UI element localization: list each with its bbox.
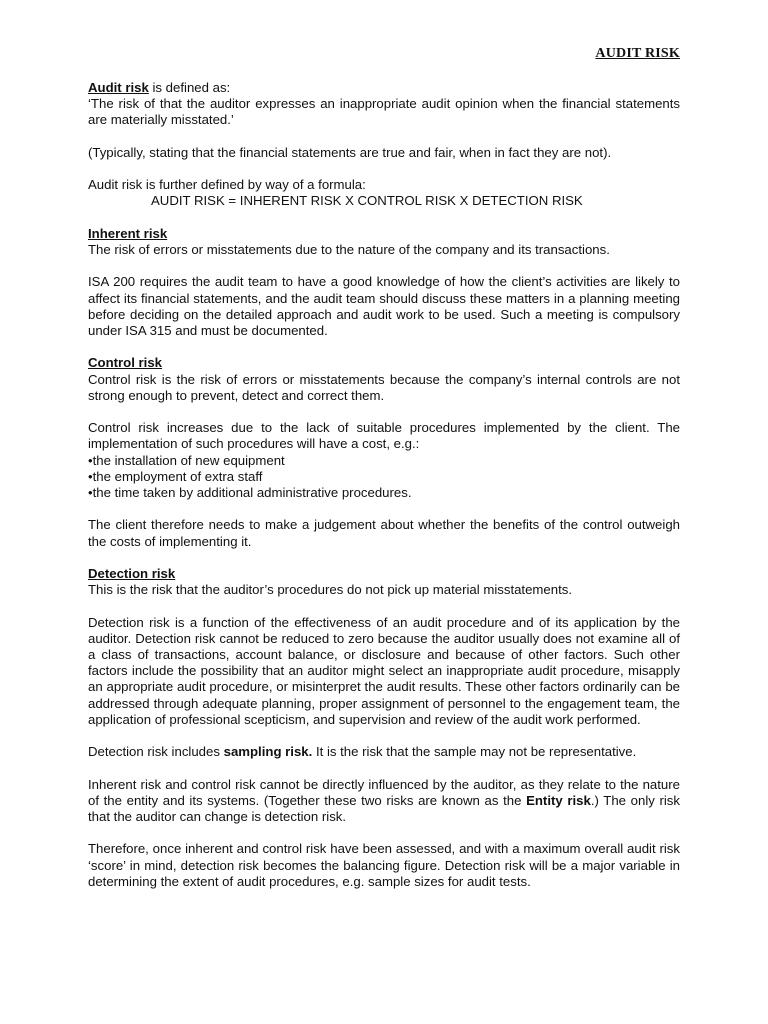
control-risk-bullet: •the installation of new equipment	[88, 452, 285, 468]
formula-intro: Audit risk is further defined by way of a formula:	[88, 177, 366, 193]
defined-as-text: is defined as:	[148, 80, 231, 95]
sampling-pre-text: Detection risk includes	[88, 744, 224, 760]
typically-note: (Typically, stating that the financial statements are true and fair, when in fact they are not).	[88, 144, 612, 160]
entity-pre-text: Inherent risk and control risk cannot be directly influenced by the auditor, as they relate to the nature of the entity and its systems. (Together these two risks are known as the	[88, 776, 680, 808]
detection-risk-paragraph: Detection risk is a function of the effectiveness of an audit procedure and of its application by the auditor. Detection risk cannot be reduced to zero because the auditor usually does not examine all of a class of transactions, account balance, or disclosure and because of other factors. Such other factors include the possibility that an auditor might select an inappropriate audit procedure, misapply an appropriate audit procedure, or misinterpret the audit results. These other factors ordinarily can be addressed through adequate planning, proper assignment of personnel to the engagement team, the application of professional scepticism, and supervision and review of the audit work performed.	[88, 614, 680, 727]
control-risk-definition: Control risk is the risk of errors or misstatements because the company’s internal controls are not strong enough to prevent, detect and correct them.	[88, 371, 680, 403]
audit-risk-definition-line	[88, 80, 680, 96]
detection-risk-definition: This is the risk that the auditor’s procedures do not pick up material misstatements.	[88, 582, 573, 598]
control-risk-bullet: •the employment of extra staff	[88, 468, 263, 484]
entity-risk-term: Entity risk	[526, 792, 591, 808]
control-risk-bullet: •the time taken by additional administrative procedures.	[88, 484, 412, 500]
sampling-post-text: It is the risk that the sample may not be representative.	[312, 744, 637, 760]
entity-post-text: .) The only risk that the auditor can change is detection risk.	[88, 792, 680, 824]
inherent-risk-paragraph: ISA 200 requires the audit team to have a good knowledge of how the client’s activities are likely to affect its financial statements, and the audit team should discuss these matters in a planning meeting before deciding on the detailed approach and audit work to be used. Such a meeting is compulsory under ISA 315 and must be documented.	[88, 274, 680, 338]
inherent-risk-heading: Inherent risk	[88, 225, 168, 241]
sampling-risk-paragraph	[88, 744, 680, 760]
control-risk-heading: Control risk	[88, 355, 163, 371]
entity-risk-paragraph	[88, 777, 680, 826]
audit-risk-quote: ‘The risk of that the auditor expresses an inappropriate audit opinion when the financial statements are materially misstated.’	[88, 96, 680, 128]
inherent-risk-definition: The risk of errors or misstatements due to the nature of the company and its transactions.	[88, 241, 610, 257]
audit-risk-term: Audit risk	[88, 80, 149, 95]
sampling-risk-term: sampling risk.	[223, 744, 313, 760]
balancing-figure-paragraph: Therefore, once inherent and control risk have been assessed, and with a maximum overall audit risk ‘score’ in mind, detection risk becomes the balancing figure. Detection risk will be a major variable in determining the extent of audit procedures, e.g. sample sizes for audit tests.	[88, 841, 680, 889]
audit-risk-formula: AUDIT RISK = INHERENT RISK X CONTROL RISK X DETECTION RISK	[151, 193, 583, 209]
control-risk-conclusion: The client therefore needs to make a judgement about whether the benefits of the control outweigh the costs of implementing it.	[88, 517, 680, 549]
document-body	[88, 80, 680, 890]
control-risk-paragraph: Control risk increases due to the lack of suitable procedures implemented by the client. The implementation of such procedures will have a cost, e.g.:	[88, 420, 680, 452]
detection-risk-heading: Detection risk	[88, 565, 176, 581]
document-title: AUDIT RISK	[595, 46, 680, 61]
